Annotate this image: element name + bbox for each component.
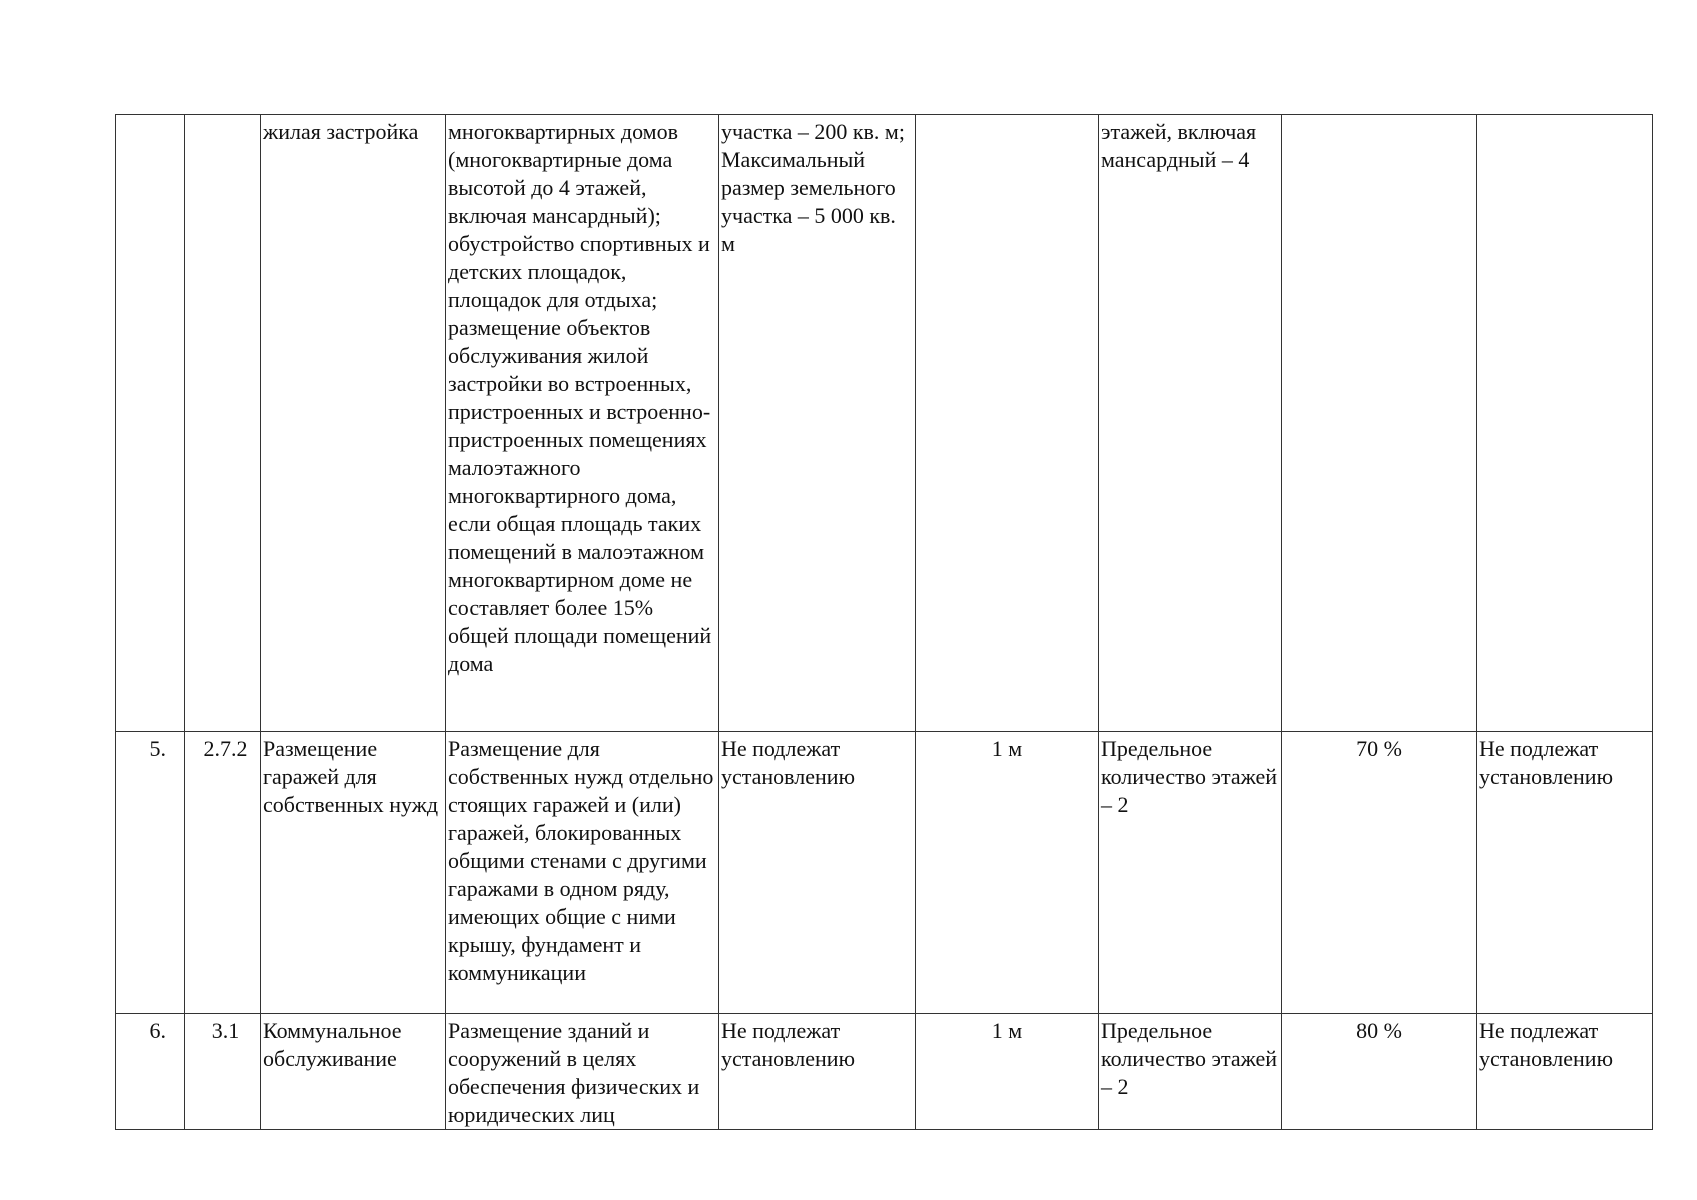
use-code-cell — [185, 115, 261, 732]
use-name-cell: Размещение гаражей для собственных нужд — [261, 732, 446, 1014]
use-name-cell: жилая застройка — [261, 115, 446, 732]
use-description-cell: многоквартирных домов (многоквартирные дома высотой до 4 этажей, включая мансардный); обустройство спортивных и детских площадок, площадок для отдыха; размещение объектов обслуживания жилой застройки во встроенных, пристроенных и встроенно-пристроенных помещениях малоэтажного многоквартирного дома, если общая площадь таких помещений в малоэтажном многоквартирном доме не составляет более 15% общей площади помещений дома — [446, 115, 719, 732]
setback-cell: 1 м — [916, 1014, 1099, 1130]
use-description-cell: Размещение зданий и сооружений в целях обеспечения физических и юридических лиц — [446, 1014, 719, 1130]
table-row — [116, 1014, 1653, 1130]
other-params-cell: Не подлежат установлению — [1477, 732, 1653, 1014]
plot-size-cell: участка – 200 кв. м; Максимальный размер земельного участка – 5 000 кв. м — [719, 115, 916, 732]
use-description-cell: Размещение для собственных нужд отдельно стоящих гаражей и (или) гаражей, блокированных общими стенами с другими гаражами в одном ряду, имеющих общие с ними крышу, фундамент и коммуникации — [446, 732, 719, 1014]
coverage-cell — [1282, 115, 1477, 732]
plot-size-cell: Не подлежат установлению — [719, 732, 916, 1014]
other-params-cell — [1477, 115, 1653, 732]
other-params-cell: Не подлежат установлению — [1477, 1014, 1653, 1130]
plot-size-cell: Не подлежат установлению — [719, 1014, 916, 1130]
table-row — [116, 115, 1653, 732]
floors-cell: Предельное количество этажей – 2 — [1099, 1014, 1282, 1130]
coverage-cell: 80 % — [1282, 1014, 1477, 1130]
use-name-cell: Коммунальное обслуживание — [261, 1014, 446, 1130]
table-row — [116, 732, 1653, 1014]
floors-cell: этажей, включая мансардный – 4 — [1099, 115, 1282, 732]
row-number-cell: 6. — [116, 1014, 185, 1130]
use-code-cell: 2.7.2 — [185, 732, 261, 1014]
use-code-cell: 3.1 — [185, 1014, 261, 1130]
row-number-cell — [116, 115, 185, 732]
row-number-cell: 5. — [116, 732, 185, 1014]
setback-cell: 1 м — [916, 732, 1099, 1014]
floors-cell: Предельное количество этажей – 2 — [1099, 732, 1282, 1014]
setback-cell — [916, 115, 1099, 732]
coverage-cell: 70 % — [1282, 732, 1477, 1014]
zoning-regulations-table — [115, 114, 1653, 1130]
